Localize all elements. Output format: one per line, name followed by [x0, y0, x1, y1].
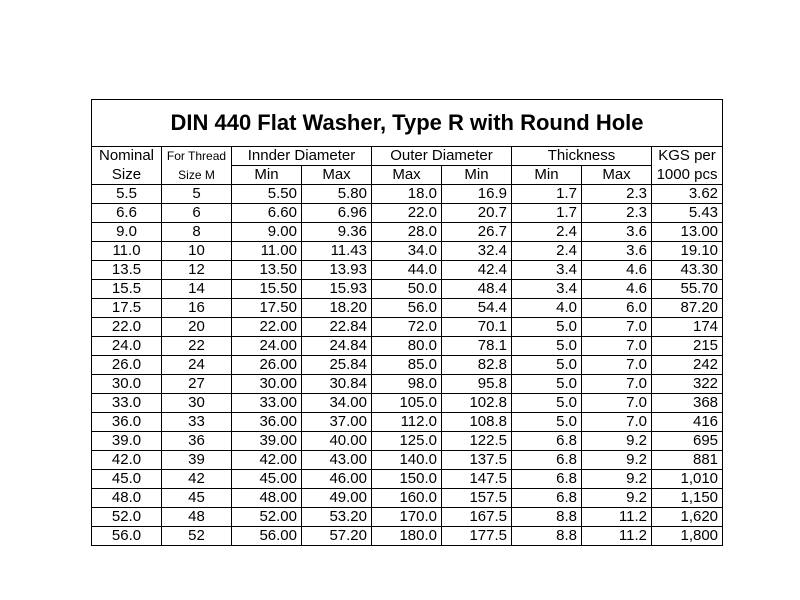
table-cell: 5.0 — [512, 394, 582, 413]
table-cell: 56.0 — [92, 527, 162, 546]
table-cell: 14 — [162, 280, 232, 299]
table-cell: 45.00 — [232, 470, 302, 489]
table-cell: 7.0 — [582, 394, 652, 413]
table-cell: 11.00 — [232, 242, 302, 261]
table-row — [92, 337, 723, 356]
table-cell: 48.00 — [232, 489, 302, 508]
table-cell: 30.0 — [92, 375, 162, 394]
table-cell: 22.0 — [92, 318, 162, 337]
header-kgs-per: 1000 pcs — [652, 166, 723, 185]
table-cell: 17.5 — [92, 299, 162, 318]
table-cell: 24.0 — [92, 337, 162, 356]
header-outer-max: Max — [372, 166, 442, 185]
table-cell: 33.00 — [232, 394, 302, 413]
table-cell: 1,150 — [652, 489, 723, 508]
table-cell: 25.84 — [302, 356, 372, 375]
table-cell: 3.62 — [652, 185, 723, 204]
table-cell: 28.0 — [372, 223, 442, 242]
table-cell: 49.00 — [302, 489, 372, 508]
table-cell: 56.0 — [372, 299, 442, 318]
table-cell: 39 — [162, 451, 232, 470]
table-row — [92, 489, 723, 508]
table-cell: 4.6 — [582, 261, 652, 280]
table-cell: 18.20 — [302, 299, 372, 318]
table-cell: 55.70 — [652, 280, 723, 299]
table-cell: 125.0 — [372, 432, 442, 451]
table-cell: 26.00 — [232, 356, 302, 375]
table-row — [92, 432, 723, 451]
table-cell: 15.5 — [92, 280, 162, 299]
table-cell: 11.0 — [92, 242, 162, 261]
table-cell: 85.0 — [372, 356, 442, 375]
table-cell: 8.8 — [512, 527, 582, 546]
table-cell: 34.0 — [372, 242, 442, 261]
table-cell: 7.0 — [582, 375, 652, 394]
header-outer-min: Min — [442, 166, 512, 185]
table-cell: 22.84 — [302, 318, 372, 337]
table-cell: 50.0 — [372, 280, 442, 299]
table-cell: 22.00 — [232, 318, 302, 337]
header-kgs: KGS per — [652, 147, 723, 166]
table-row — [92, 451, 723, 470]
table-cell: 42.0 — [92, 451, 162, 470]
header-inner-min: Min — [232, 166, 302, 185]
table-cell: 1,010 — [652, 470, 723, 489]
table-cell: 33 — [162, 413, 232, 432]
table-cell: 160.0 — [372, 489, 442, 508]
table-row — [92, 394, 723, 413]
table-cell: 122.5 — [442, 432, 512, 451]
table-cell: 242 — [652, 356, 723, 375]
table-cell: 87.20 — [652, 299, 723, 318]
table-cell: 3.6 — [582, 242, 652, 261]
table-cell: 5.0 — [512, 356, 582, 375]
table-cell: 24.00 — [232, 337, 302, 356]
table-row — [92, 299, 723, 318]
table-cell: 157.5 — [442, 489, 512, 508]
table-row — [92, 527, 723, 546]
table-cell: 6.60 — [232, 204, 302, 223]
table-cell: 54.4 — [442, 299, 512, 318]
table-cell: 98.0 — [372, 375, 442, 394]
table-cell: 20.7 — [442, 204, 512, 223]
table-cell: 33.0 — [92, 394, 162, 413]
table-cell: 39.0 — [92, 432, 162, 451]
table-cell: 44.0 — [372, 261, 442, 280]
table-cell: 1,620 — [652, 508, 723, 527]
table-row — [92, 318, 723, 337]
table-row — [92, 413, 723, 432]
table-cell: 15.50 — [232, 280, 302, 299]
table-cell: 6.0 — [582, 299, 652, 318]
table-cell: 5.5 — [92, 185, 162, 204]
table-cell: 150.0 — [372, 470, 442, 489]
table-cell: 6 — [162, 204, 232, 223]
table-cell: 140.0 — [372, 451, 442, 470]
table-cell: 6.8 — [512, 470, 582, 489]
table-cell: 7.0 — [582, 356, 652, 375]
table-row — [92, 356, 723, 375]
header-inner-diameter: Innder Diameter — [232, 147, 372, 166]
table-cell: 881 — [652, 451, 723, 470]
table-cell: 24.84 — [302, 337, 372, 356]
table-cell: 6.8 — [512, 432, 582, 451]
table-cell: 36 — [162, 432, 232, 451]
table-cell: 105.0 — [372, 394, 442, 413]
table-cell: 39.00 — [232, 432, 302, 451]
table-cell: 56.00 — [232, 527, 302, 546]
table-cell: 37.00 — [302, 413, 372, 432]
table-cell: 48.0 — [92, 489, 162, 508]
table-cell: 45 — [162, 489, 232, 508]
table-row — [92, 223, 723, 242]
header-thread: For Thread — [162, 147, 232, 166]
table-cell: 6.8 — [512, 489, 582, 508]
table-cell: 43.00 — [302, 451, 372, 470]
table-cell: 48 — [162, 508, 232, 527]
header-thickness-min: Min — [512, 166, 582, 185]
table-cell: 7.0 — [582, 318, 652, 337]
table-cell: 1.7 — [512, 204, 582, 223]
table-cell: 177.5 — [442, 527, 512, 546]
table-cell: 13.50 — [232, 261, 302, 280]
washer-spec-table — [91, 99, 723, 546]
table-cell: 5.0 — [512, 337, 582, 356]
table-cell: 368 — [652, 394, 723, 413]
table-cell: 4.6 — [582, 280, 652, 299]
table-cell: 322 — [652, 375, 723, 394]
table-cell: 6.6 — [92, 204, 162, 223]
table-cell: 36.0 — [92, 413, 162, 432]
table-row — [92, 204, 723, 223]
table-cell: 42 — [162, 470, 232, 489]
table-cell: 26.0 — [92, 356, 162, 375]
table-row — [92, 508, 723, 527]
table-row — [92, 242, 723, 261]
table-cell: 22 — [162, 337, 232, 356]
table-cell: 27 — [162, 375, 232, 394]
table-cell: 82.8 — [442, 356, 512, 375]
table-cell: 30 — [162, 394, 232, 413]
table-row — [92, 375, 723, 394]
table-cell: 11.43 — [302, 242, 372, 261]
table-cell: 26.7 — [442, 223, 512, 242]
table-cell: 174 — [652, 318, 723, 337]
table-row — [92, 185, 723, 204]
table-cell: 9.2 — [582, 451, 652, 470]
table-cell: 8 — [162, 223, 232, 242]
table-cell: 137.5 — [442, 451, 512, 470]
table-cell: 34.00 — [302, 394, 372, 413]
table-cell: 108.8 — [442, 413, 512, 432]
table-cell: 30.00 — [232, 375, 302, 394]
table-cell: 16.9 — [442, 185, 512, 204]
table-cell: 3.6 — [582, 223, 652, 242]
table-cell: 7.0 — [582, 413, 652, 432]
table-cell: 15.93 — [302, 280, 372, 299]
table-cell: 9.36 — [302, 223, 372, 242]
table-cell: 10 — [162, 242, 232, 261]
table-cell: 1.7 — [512, 185, 582, 204]
table-cell: 5.0 — [512, 318, 582, 337]
table-cell: 52.0 — [92, 508, 162, 527]
table-cell: 12 — [162, 261, 232, 280]
table-cell: 5.80 — [302, 185, 372, 204]
table-cell: 2.4 — [512, 223, 582, 242]
table-cell: 70.1 — [442, 318, 512, 337]
header-thickness-max: Max — [582, 166, 652, 185]
table-cell: 416 — [652, 413, 723, 432]
table-cell: 167.5 — [442, 508, 512, 527]
header-outer-diameter: Outer Diameter — [372, 147, 512, 166]
table-cell: 78.1 — [442, 337, 512, 356]
header-nominal: Nominal — [92, 147, 162, 166]
table-cell: 180.0 — [372, 527, 442, 546]
table-cell: 40.00 — [302, 432, 372, 451]
table-cell: 5.43 — [652, 204, 723, 223]
table-cell: 2.3 — [582, 185, 652, 204]
header-inner-max: Max — [302, 166, 372, 185]
table-cell: 5 — [162, 185, 232, 204]
table-cell: 32.4 — [442, 242, 512, 261]
table-cell: 13.00 — [652, 223, 723, 242]
table-cell: 7.0 — [582, 337, 652, 356]
table-cell: 80.0 — [372, 337, 442, 356]
table-cell: 5.50 — [232, 185, 302, 204]
table-cell: 52 — [162, 527, 232, 546]
table-cell: 5.0 — [512, 375, 582, 394]
table-cell: 11.2 — [582, 527, 652, 546]
table-cell: 215 — [652, 337, 723, 356]
table-cell: 2.4 — [512, 242, 582, 261]
table-cell: 2.3 — [582, 204, 652, 223]
header-thickness: Thickness — [512, 147, 652, 166]
table-title: DIN 440 Flat Washer, Type R with Round Hole — [92, 100, 723, 147]
table-cell: 9.00 — [232, 223, 302, 242]
table-cell: 24 — [162, 356, 232, 375]
table-cell: 22.0 — [372, 204, 442, 223]
table-cell: 695 — [652, 432, 723, 451]
table-cell: 48.4 — [442, 280, 512, 299]
washer-spec-sheet — [91, 99, 722, 546]
table-cell: 19.10 — [652, 242, 723, 261]
table-body — [92, 185, 723, 546]
table-cell: 46.00 — [302, 470, 372, 489]
table-cell: 42.00 — [232, 451, 302, 470]
table-cell: 52.00 — [232, 508, 302, 527]
table-cell: 11.2 — [582, 508, 652, 527]
table-cell: 8.8 — [512, 508, 582, 527]
table-cell: 43.30 — [652, 261, 723, 280]
table-cell: 9.2 — [582, 432, 652, 451]
table-cell: 72.0 — [372, 318, 442, 337]
header-nominal-size: Size — [92, 166, 162, 185]
table-cell: 147.5 — [442, 470, 512, 489]
table-cell: 1,800 — [652, 527, 723, 546]
table-cell: 112.0 — [372, 413, 442, 432]
table-cell: 3.4 — [512, 280, 582, 299]
table-cell: 6.96 — [302, 204, 372, 223]
table-cell: 13.93 — [302, 261, 372, 280]
table-cell: 3.4 — [512, 261, 582, 280]
table-cell: 18.0 — [372, 185, 442, 204]
table-cell: 9.2 — [582, 489, 652, 508]
table-row — [92, 470, 723, 489]
table-cell: 9.0 — [92, 223, 162, 242]
table-cell: 170.0 — [372, 508, 442, 527]
table-cell: 42.4 — [442, 261, 512, 280]
table-cell: 95.8 — [442, 375, 512, 394]
table-cell: 53.20 — [302, 508, 372, 527]
table-row — [92, 280, 723, 299]
table-cell: 45.0 — [92, 470, 162, 489]
table-cell: 16 — [162, 299, 232, 318]
table-cell: 57.20 — [302, 527, 372, 546]
table-cell: 17.50 — [232, 299, 302, 318]
table-cell: 9.2 — [582, 470, 652, 489]
table-cell: 13.5 — [92, 261, 162, 280]
table-cell: 4.0 — [512, 299, 582, 318]
table-cell: 20 — [162, 318, 232, 337]
table-cell: 5.0 — [512, 413, 582, 432]
table-cell: 102.8 — [442, 394, 512, 413]
header-thread-size: Size M — [162, 166, 232, 185]
table-row — [92, 261, 723, 280]
table-cell: 30.84 — [302, 375, 372, 394]
table-cell: 6.8 — [512, 451, 582, 470]
table-cell: 36.00 — [232, 413, 302, 432]
